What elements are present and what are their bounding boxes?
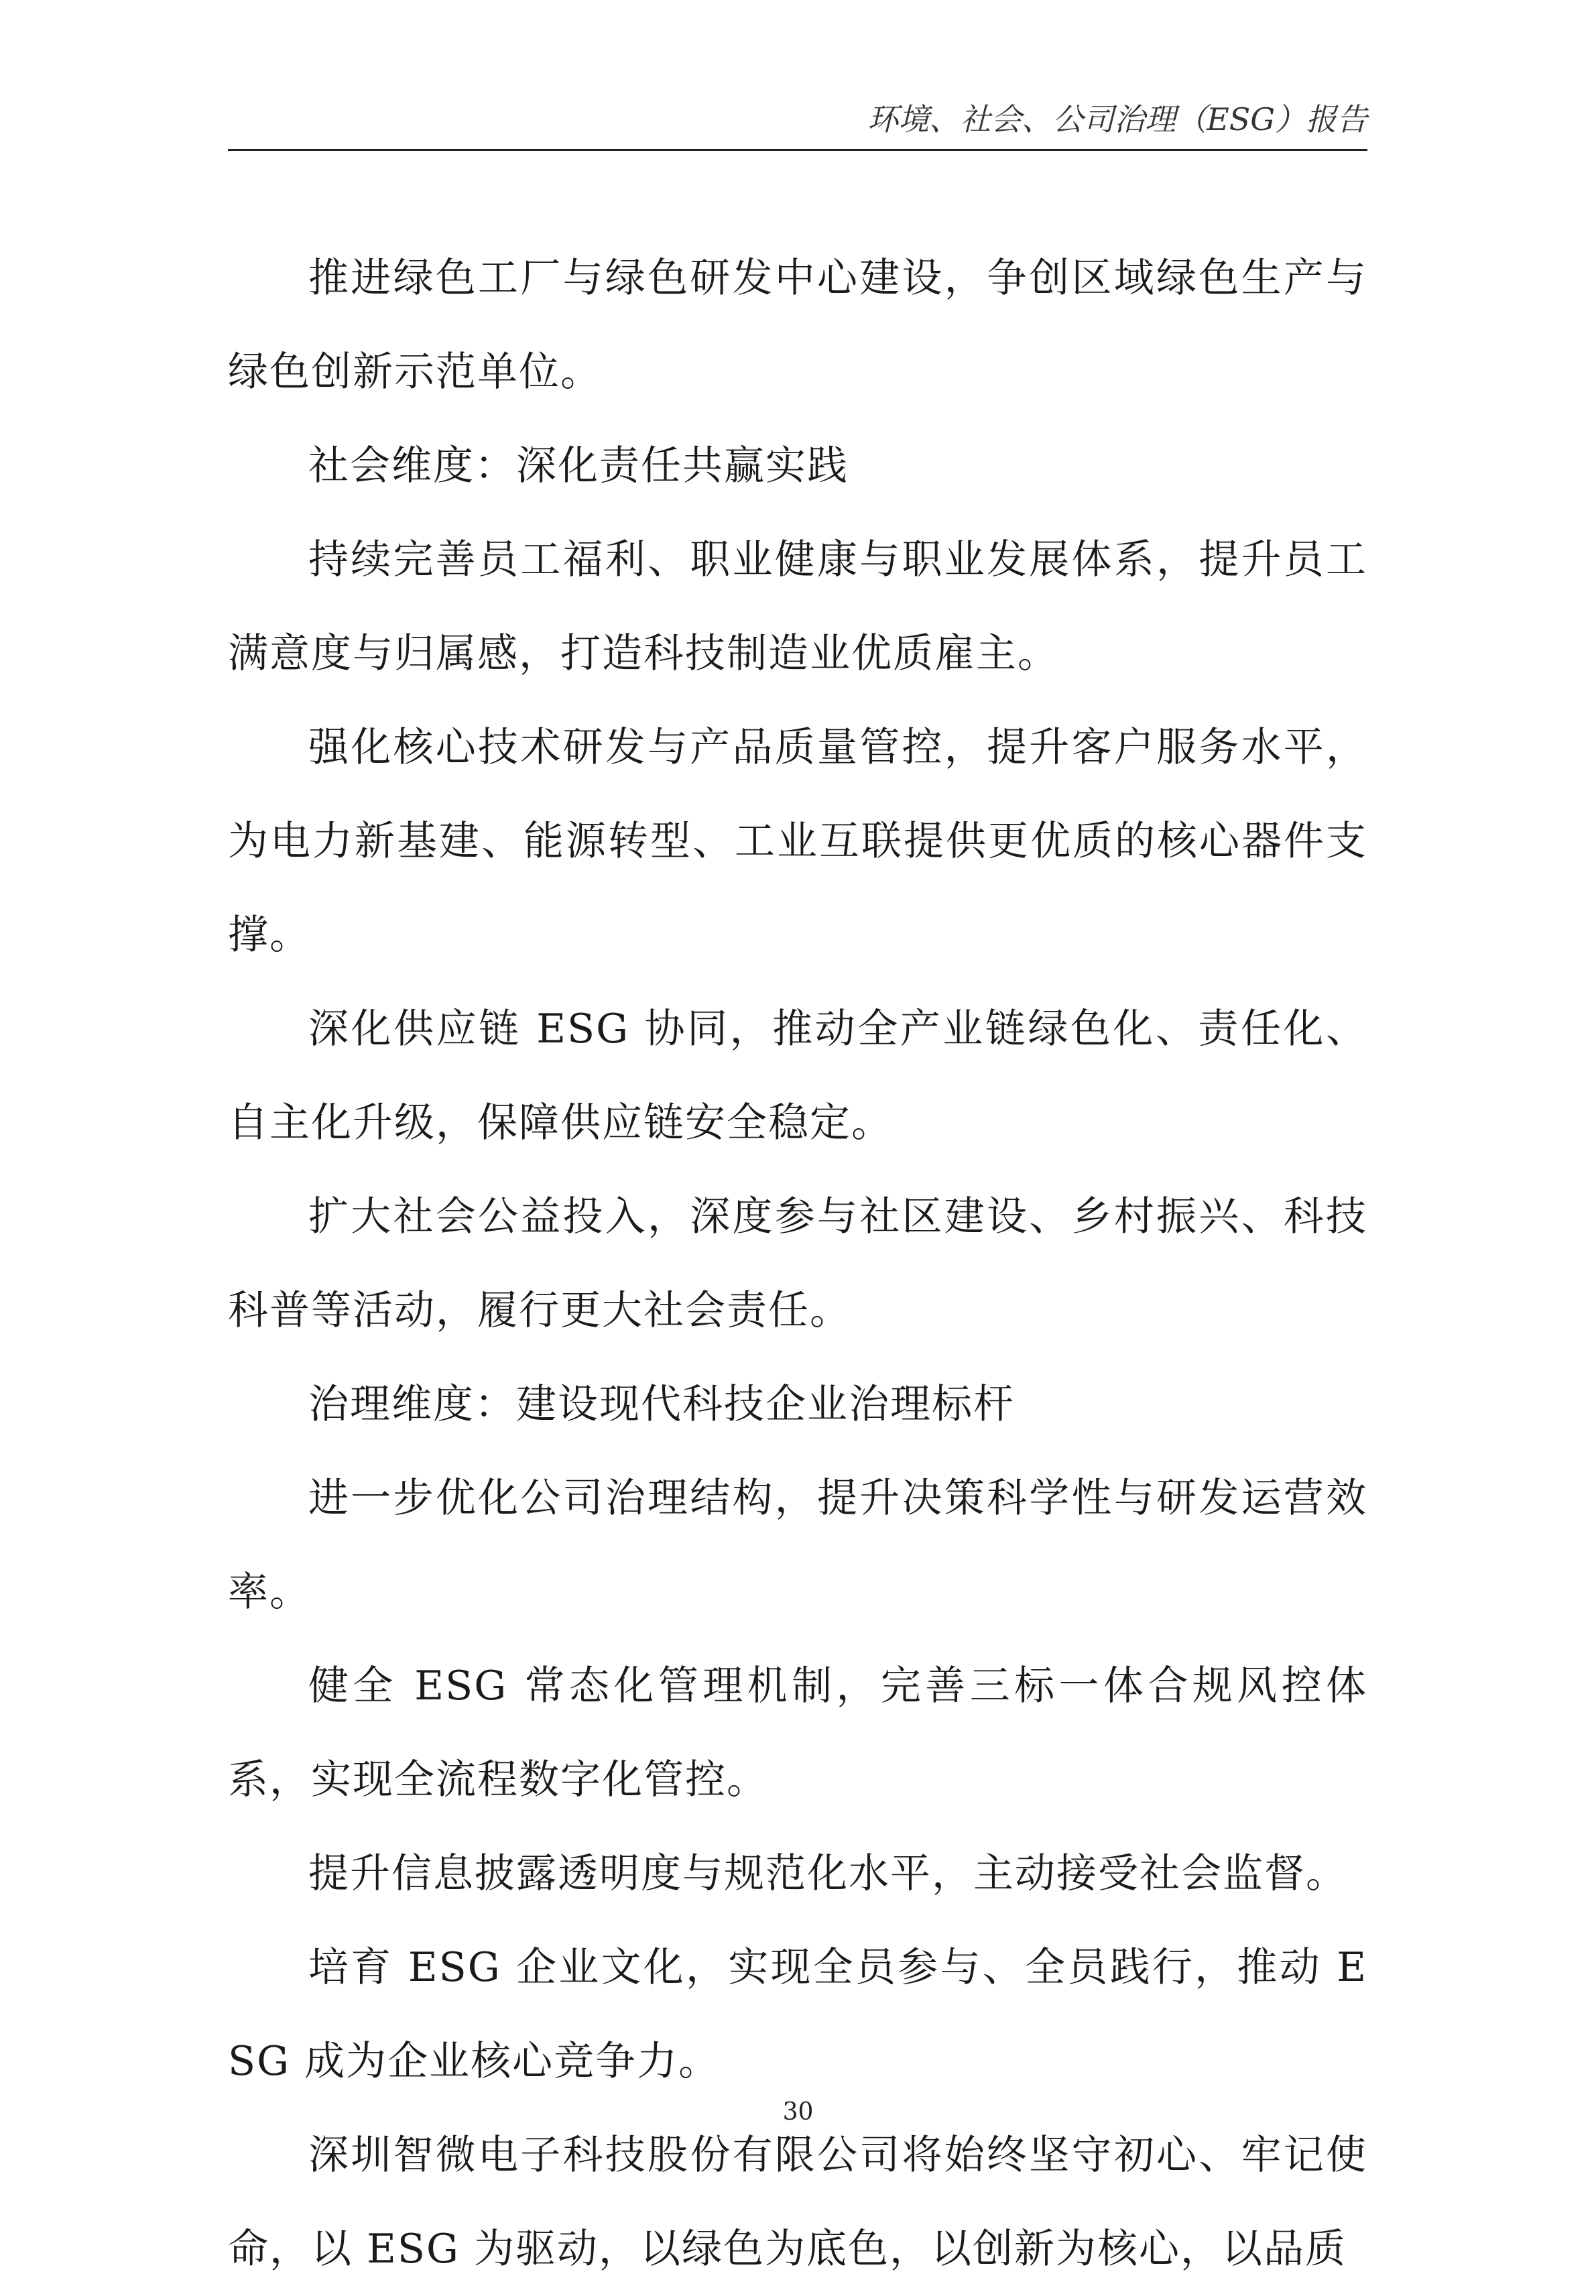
heading-governance-dimension: 治理维度：建设现代科技企业治理标杆: [308, 1381, 1015, 1428]
page-number: 30: [782, 2098, 814, 2126]
document-body: [228, 231, 1367, 2296]
paragraph-green-factory: 推进绿色工厂与绿色研发中心建设，争创区域绿色生产与绿色创新示范单位。: [228, 255, 1367, 396]
paragraph-public-welfare: 扩大社会公益投入，深度参与社区建设、乡村振兴、科技科普等活动，履行更大社会责任。: [228, 1193, 1367, 1334]
paragraph-supply-chain: 深化供应链 ESG 协同，推动全产业链绿色化、责任化、自主化升级，保障供应链安全稳定。: [228, 1006, 1367, 1146]
paragraph-closing: 深圳智微电子科技股份有限公司将始终坚守初心、牢记使命，以 ESG 为驱动，以绿色为底色，以创新为核心，以品质: [228, 2132, 1367, 2273]
report-title: 环境、社会、公司治理（ESG）报告: [867, 101, 1367, 137]
heading-social-dimension: 社会维度：深化责任共赢实践: [308, 442, 849, 489]
paragraph-disclosure: 提升信息披露透明度与规范化水平，主动接受社会监督。: [308, 1850, 1347, 1897]
paragraph-esg-culture: 培育 ESG 企业文化，实现全员参与、全员践行，推动 ESG 成为企业核心竞争力。: [228, 1944, 1367, 2085]
paragraph-governance-structure: 进一步优化公司治理结构，提升决策科学性与研发运营效率。: [228, 1475, 1367, 1616]
paragraph-esg-mechanism: 健全 ESG 常态化管理机制，完善三标一体合规风控体系，实现全流程数字化管控。: [228, 1663, 1367, 1803]
paragraph-core-tech: 强化核心技术研发与产品质量管控，提升客户服务水平，为电力新基建、能源转型、工业互联提供更优质的核心器件支撑。: [228, 724, 1367, 959]
paragraph-employee-welfare: 持续完善员工福利、职业健康与职业发展体系，提升员工满意度与归属感，打造科技制造业优质雇主。: [228, 536, 1367, 677]
page-header: [228, 101, 1367, 151]
